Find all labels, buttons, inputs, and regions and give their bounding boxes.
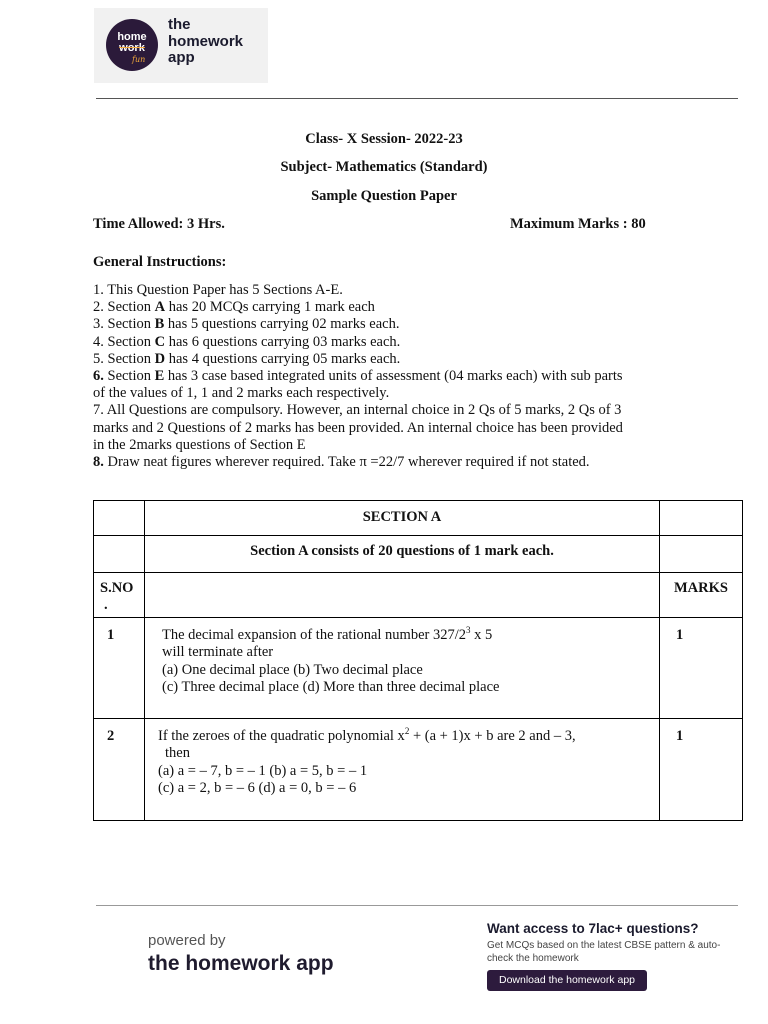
table-row xyxy=(94,501,743,536)
logo-wordmark xyxy=(168,17,243,67)
question-line: then xyxy=(165,745,190,762)
question-marks: 1 xyxy=(660,618,743,719)
question-option-line: (c) Three decimal place (d) More than three decimal place xyxy=(162,678,500,695)
instruction-text: Draw neat figures wherever required. Take π =22/7 wherever required if not stated. xyxy=(103,454,590,471)
instruction-number: 6. xyxy=(93,368,104,385)
instruction-item xyxy=(93,334,673,351)
instruction-item xyxy=(93,351,673,368)
logo-text-line3: app xyxy=(168,49,195,66)
question-line-text: + (a + 1)x + b are 2 and – 3, xyxy=(409,728,576,744)
instruction-text: 3. Section xyxy=(93,316,155,333)
question-number: 2 xyxy=(94,719,145,821)
instruction-section-letter: B xyxy=(154,316,165,333)
instruction-item xyxy=(93,282,673,299)
logo-badge-line3: fun xyxy=(132,55,146,64)
instruction-text: 2. Section xyxy=(93,299,155,316)
powered-by-label: powered by xyxy=(148,932,226,949)
question-text xyxy=(145,719,660,821)
section-subtitle: Section A consists of 20 questions of 1 mark each. xyxy=(145,536,660,573)
table-cell xyxy=(94,501,145,536)
general-instructions xyxy=(93,282,673,471)
question-row xyxy=(94,618,743,719)
question-line xyxy=(162,627,659,644)
instruction-text: 5. Section xyxy=(93,350,155,367)
column-header-sno xyxy=(94,573,145,618)
instruction-text: Section xyxy=(103,368,155,385)
instruction-item xyxy=(93,368,673,385)
promo-description: Get MCQs based on the latest CBSE pattern & auto-check the homework xyxy=(487,940,721,964)
paper-subject: Subject- Mathematics (Standard) xyxy=(280,159,488,175)
download-app-button[interactable]: Download the homework app xyxy=(487,970,647,991)
header-divider xyxy=(96,98,738,99)
table-row xyxy=(94,536,743,573)
instruction-text: 1. This Question Paper has 5 Sections A-E. xyxy=(93,282,343,298)
superscript: 2 xyxy=(404,726,410,736)
instruction-text: has 20 MCQs carrying 1 mark each xyxy=(165,299,375,316)
instruction-section-letter: D xyxy=(154,350,166,367)
table-cell xyxy=(660,501,743,536)
instruction-item xyxy=(93,316,673,333)
instruction-item xyxy=(93,299,673,316)
instruction-text: has 4 questions carrying 05 marks each. xyxy=(165,350,401,367)
instruction-section-letter: A xyxy=(154,299,166,316)
instruction-text: has 6 questions carrying 03 marks each. xyxy=(165,333,401,350)
instruction-item: 7. All Questions are compulsory. However, an internal choice in 2 Qs of 5 marks, 2 Qs of 3 xyxy=(93,402,622,419)
column-header-marks: MARKS xyxy=(660,573,743,618)
instruction-continuation: marks and 2 Questions of 2 marks has been provided. An internal choice has been provided xyxy=(93,419,623,436)
superscript: 3 xyxy=(466,625,471,635)
logo-badge-line2: work xyxy=(119,42,145,54)
instruction-text: has 3 case based integrated units of assessment (04 marks each) with sub parts xyxy=(164,368,623,385)
question-option-line: (c) a = 2, b = – 6 (d) a = 0, b = – 6 xyxy=(158,779,357,796)
question-line-text: The decimal expansion of the rational number 327/2 xyxy=(162,627,467,643)
question-text xyxy=(145,618,660,719)
table-cell xyxy=(660,536,743,573)
instructions-heading: General Instructions: xyxy=(93,254,227,270)
instruction-section-letter: C xyxy=(154,333,166,350)
section-title: SECTION A xyxy=(145,501,660,536)
question-option-line: (a) a = – 7, b = – 1 (b) a = 5, b = – 1 xyxy=(158,762,368,779)
instruction-text: has 5 questions carrying 02 marks each. xyxy=(164,316,400,333)
footer-divider xyxy=(96,905,738,906)
footer-brand: the homework app xyxy=(148,952,334,975)
question-row xyxy=(94,719,743,821)
question-line-text: x 5 xyxy=(470,627,493,643)
instruction-continuation: in the 2marks questions of Section E xyxy=(93,436,306,453)
question-table xyxy=(93,500,743,821)
paper-title: Sample Question Paper xyxy=(311,188,457,204)
question-marks: 1 xyxy=(660,719,743,821)
instruction-continuation: of the values of 1, 1 and 2 marks each respectively. xyxy=(93,385,390,402)
maximum-marks: Maximum Marks : 80 xyxy=(510,216,646,232)
instruction-number: 8. xyxy=(93,454,104,471)
logo-text-line1: the xyxy=(168,16,191,33)
question-line xyxy=(158,728,659,745)
instruction-item xyxy=(93,454,673,471)
promo-title: Want access to 7lac+ questions? xyxy=(487,921,699,936)
question-option-line: (a) One decimal place (b) Two decimal place xyxy=(162,661,423,678)
app-logo xyxy=(94,8,268,83)
time-allowed: Time Allowed: 3 Hrs. xyxy=(93,216,225,232)
paper-class-session: Class- X Session- 2022-23 xyxy=(305,131,463,147)
question-line-text: If the zeroes of the quadratic polynomial x xyxy=(158,728,405,744)
question-number: 1 xyxy=(94,618,145,719)
logo-badge-icon xyxy=(106,19,158,71)
question-line: will terminate after xyxy=(162,644,274,661)
logo-badge-line1: home xyxy=(117,31,147,43)
column-header-sno-label: S.NO xyxy=(100,580,134,596)
table-header-row xyxy=(94,573,743,618)
table-cell xyxy=(94,536,145,573)
column-header-question xyxy=(145,573,660,618)
instruction-section-letter: E xyxy=(154,368,165,385)
column-header-sno-dot: . xyxy=(104,597,108,613)
instruction-text: 4. Section xyxy=(93,333,155,350)
logo-text-line2: homework xyxy=(168,32,244,50)
